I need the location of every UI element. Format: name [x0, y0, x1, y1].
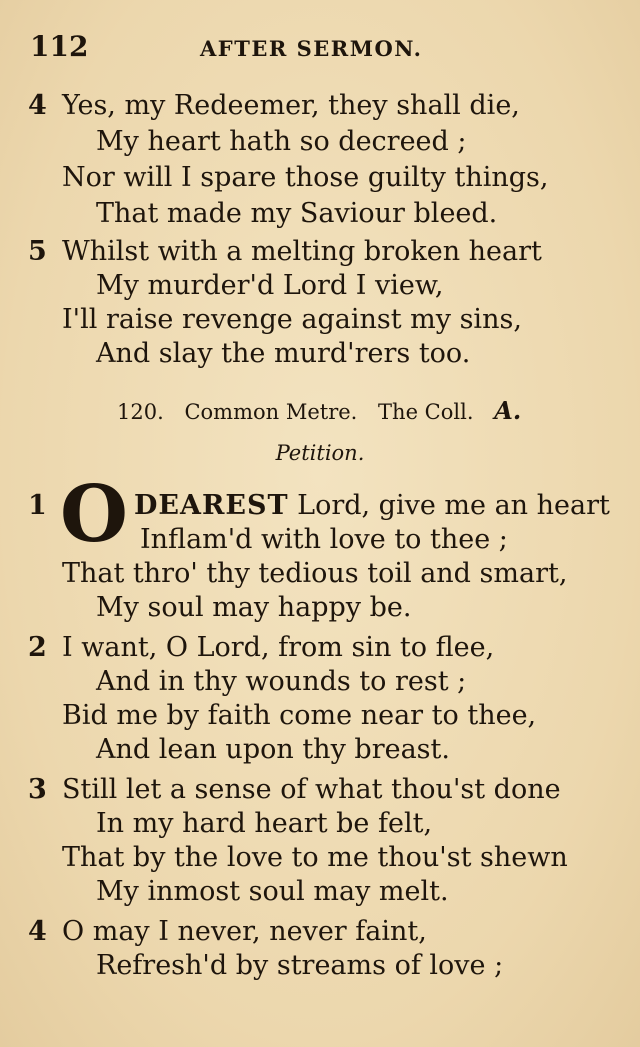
stanza-number: 4: [28, 90, 47, 121]
verse-line: Inflam'd with love to thee ;: [140, 524, 508, 555]
running-head: AFTER SERMON.: [200, 36, 423, 61]
verse-line: My soul may happy be.: [96, 592, 412, 623]
drop-cap: O: [60, 469, 128, 560]
verse-line: Bid me by faith come near to thee,: [62, 700, 537, 731]
page-number: 112: [30, 30, 89, 63]
verse-line: I want, O Lord, from sin to flee,: [62, 632, 495, 663]
hymn-number: 120.: [117, 400, 164, 424]
stanza-number: 4: [28, 916, 47, 947]
hymn-source: The Coll.: [378, 400, 474, 424]
stanza-number: 5: [28, 236, 47, 267]
hymn-heading: [117, 396, 535, 425]
verse-line: Nor will I spare those guilty things,: [62, 162, 549, 193]
verse-line: And slay the murd'rers too.: [96, 338, 471, 369]
hymn-subtitle: Petition.: [275, 441, 365, 465]
verse-line: My inmost soul may melt.: [96, 876, 449, 907]
verse-line: Yes, my Redeemer, they shall die,: [62, 90, 520, 121]
verse-line: I'll raise revenge against my sins,: [62, 304, 522, 335]
verse-line: And lean upon thy breast.: [96, 734, 450, 765]
verse-line: That thro' thy tedious toil and smart,: [62, 558, 568, 589]
verse-line: [134, 490, 610, 522]
verse-line: O may I never, never faint,: [62, 916, 427, 947]
stanza-number: 1: [28, 490, 47, 521]
verse-line: That by the love to me thou'st shewn: [62, 842, 568, 873]
first-word: DEAREST: [134, 490, 289, 521]
stanza-number: 3: [28, 774, 47, 805]
verse-line: Refresh'd by streams of love ;: [96, 950, 504, 981]
verse-line: And in thy wounds to rest ;: [96, 666, 467, 697]
verse-line: Still let a sense of what thou'st done: [62, 774, 561, 805]
page-header: [30, 30, 610, 70]
verse-line: Whilst with a melting broken heart: [62, 236, 542, 267]
verse-line: That made my Saviour bleed.: [96, 198, 498, 229]
hymn-letter: A.: [494, 396, 522, 425]
verse-line: My murder'd Lord I view,: [96, 270, 444, 301]
verse-line: My heart hath so decreed ;: [96, 126, 467, 157]
stanza-number: 2: [28, 632, 47, 663]
verse-line-rest: Lord, give me an heart: [288, 490, 610, 521]
hymn-metre: Common Metre.: [184, 400, 358, 424]
verse-line: In my hard heart be felt,: [96, 808, 433, 839]
